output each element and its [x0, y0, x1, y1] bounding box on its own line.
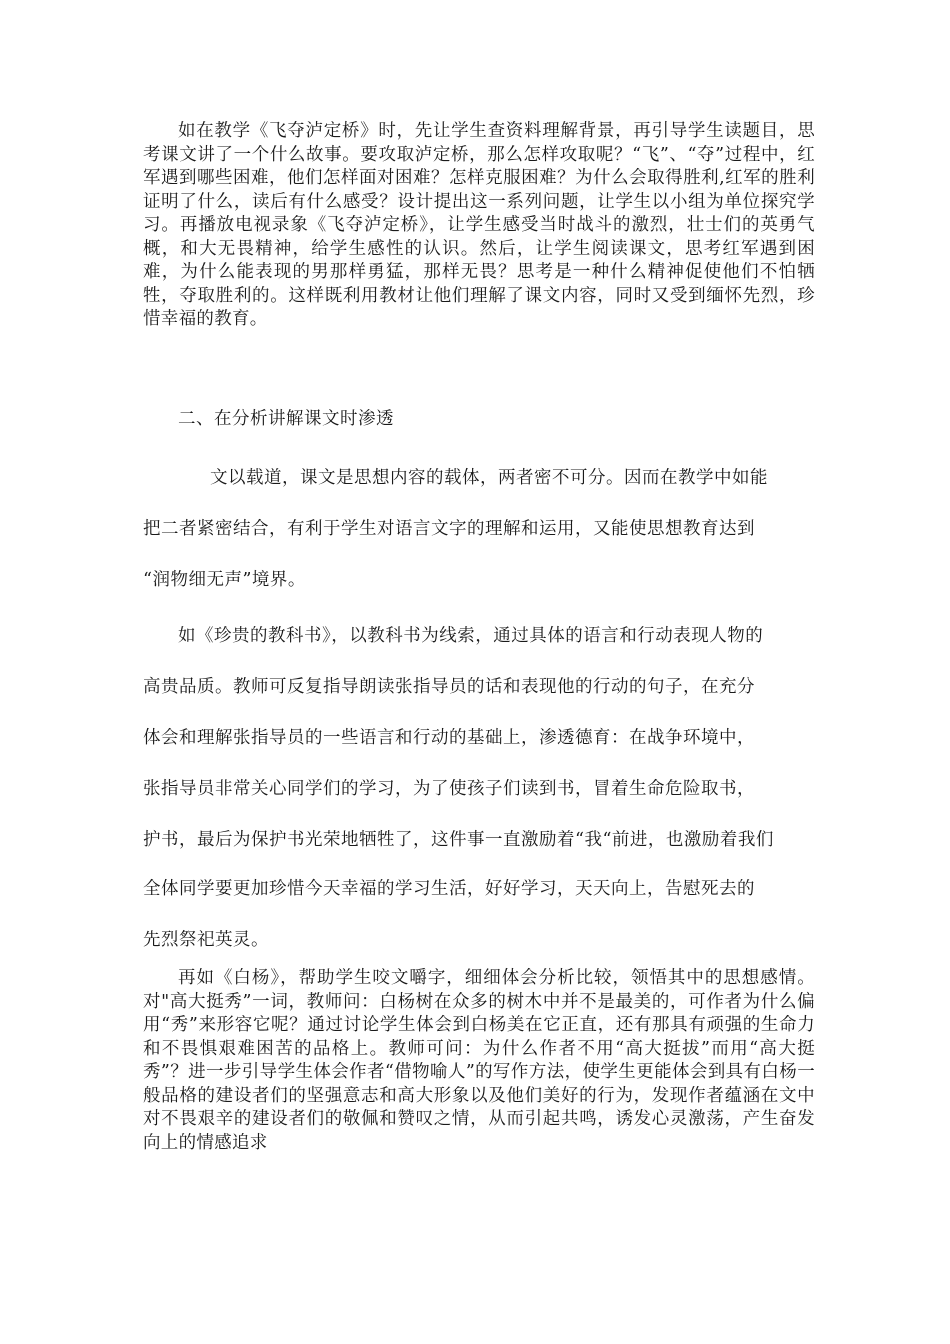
paragraph-luding-bridge: 如在教学《飞夺泸定桥》时，先让学生查资料理解背景，再引导学生读题目，思考课文讲了一个什么故事。要攻取泸定桥，那么怎样攻取呢？“飞”、“夺”过程中，红军遇到哪些困难，他们怎样面对困难？怎样克服困难？为什么会取得胜利,红军的胜利证明了什么，读后有什么感受？设计提出这一系列问题，让学生以小组为单位探究学习。再播放电视录象《飞夺泸定桥》，让学生感受当时战斗的激烈，壮士们的英勇气概，和大无畏精神，给学生感性的认识。然后，让学生阅读课文，思考红军遇到困难，为什么能表现的男那样勇猛，那样无畏？思考是一种什么精神促使他们不怕牺牲，夺取胜利的。这样既利用教材让他们理解了课文内容，同时又受到缅怀先烈，珍惜幸福的教育。: [143, 121, 815, 329]
paragraph-line: 文以载道，课文是思想内容的载体，两者密不可分。因而在教学中如能: [210, 468, 768, 488]
paragraph-line: 先烈祭祀英灵。: [143, 930, 269, 950]
paragraph-line: 高贵品质。教师可反复指导朗读张指导员的话和表现他的行动的句子，在充分: [143, 677, 755, 697]
paragraph-line: 全体同学要更加珍惜今天幸福的学习生活，好好学习，天天向上，告慰死去的: [143, 879, 755, 899]
paragraph-line: 张指导员非常关心同学们的学习，为了使孩子们读到书，冒着生命危险取书，: [143, 779, 755, 799]
paragraph-line: “润物细无声”境界。: [143, 570, 306, 590]
paragraph-line: 体会和理解张指导员的一些语言和行动的基础上，渗透德育：在战争环境中，: [143, 728, 755, 748]
paragraph-line: 如《珍贵的教科书》，以教科书为线索，通过具体的语言和行动表现人物的: [178, 626, 764, 646]
section-heading: 二、在分析讲解课文时渗透: [178, 409, 394, 429]
paragraph-white-poplar: 再如《白杨》，帮助学生咬文嚼字，细细体会分析比较，领悟其中的思想感情。对"高大挺秀”一词，教师问：白杨树在众多的树木中并不是最美的，可作者为什么偏用“秀”来形容它呢？通过讨论学生体会到白杨美在它正直，还有那具有顽强的生命力和不畏惧艰难困苦的品格上。教师可问：为什么作者不用“高大挺拔”而用“高大挺秀”？进一步引导学生体会作者“借物喻人”的写作方法，使学生更能体会到具有白杨一般品格的建设者们的坚强意志和高大形象以及他们美好的行为，发现作者蕴涵在文中对不畏艰辛的建设者们的敬佩和赞叹之情，从而引起共鸣，诱发心灵激荡，产生奋发向上的情感追求: [143, 968, 815, 1153]
paragraph-line: 护书，最后为保护书光荣地牺牲了，这件事一直激励着“我“前进，也激励着我们: [143, 830, 774, 850]
paragraph-line: 把二者紧密结合，有利于学生对语言文字的理解和运用，又能使思想教育达到: [143, 519, 755, 539]
